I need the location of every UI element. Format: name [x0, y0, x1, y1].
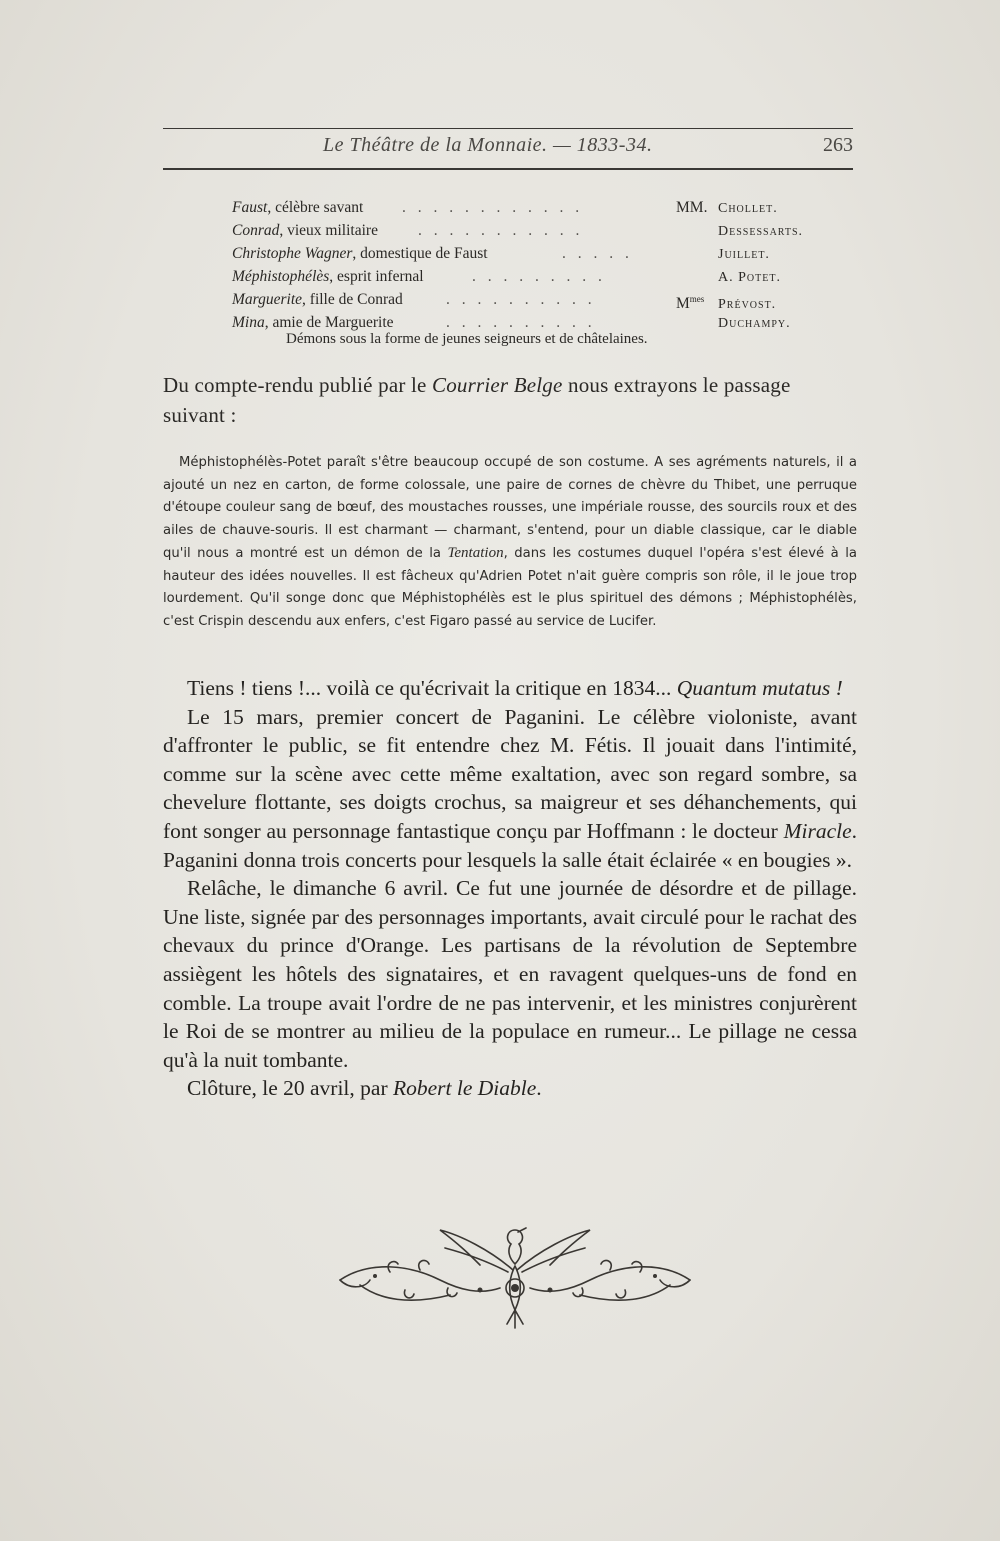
role-description: , vieux militaire — [279, 222, 378, 239]
paragraph-text-end: . — [536, 1076, 542, 1101]
intro-paragraph — [163, 370, 857, 430]
cast-row — [232, 219, 832, 242]
quote-text: Méphistophélès-Potet paraît s'être beaucoup occupé de son costume. A ses agréments naturels, il a ajouté un nez en carton, de forme colossale, une paire de cornes de chèvre du Thibet, une perruque d'étoupe couleur sang de bœuf, des moustaches rousses, une impériale rousse, des sourcils roux et des ailes de chauve-souris. Il est charmant — charmant, s'entend, pour un diable classique, car le diable qu'il nous a montré est un démon de la — [163, 455, 857, 561]
body-text — [163, 674, 857, 1103]
role-name: Méphistophélès — [232, 268, 330, 285]
newspaper-title: Courrier Belge — [432, 373, 563, 397]
leader-dots: . . . . . . . . . . — [446, 314, 596, 331]
actor-name: Dessessarts. — [718, 224, 804, 239]
paragraph-text-end: . Paganini donna trois concerts pour lesquels la salle était éclairée « en bougies ». — [163, 818, 857, 872]
intro-text: Du compte-rendu publié par le — [163, 373, 432, 397]
cast-row — [232, 196, 832, 219]
paragraph: Relâche, le dimanche 6 avril. Ce fut une journée de désordre et de pillage. Une liste, signée par des personnages importants, avait circulé pour le rachat des chevaux du prince d'Orange. Les partisans de la révolution de Septembre assiègent les hôtels des signataires, et en ravagent quelques-uns de fond en comble. La troupe avait l'ordre de ne pas intervenir, et les ministres conjurèrent le Roi de se montrer au milieu de la populace en rumeur... Le pillage ne cessa qu'à la nuit tombante. — [163, 876, 857, 1072]
role-name: Christophe Wagner — [232, 245, 353, 262]
leader-dots: . . . . . . . . . . — [446, 291, 596, 308]
role-description: , domestique de Faust — [352, 245, 488, 262]
actor-name: Chollet. — [718, 201, 778, 216]
demons-line: Démons sous la forme de jeunes seigneurs et de châtelaines. — [286, 331, 648, 347]
leader-dots: . . . . . . . . . — [472, 268, 606, 285]
page-number: 263 — [823, 134, 853, 156]
opera-title: Robert le Diable — [392, 1076, 537, 1101]
role-name: Conrad — [232, 222, 280, 239]
paragraph — [163, 674, 857, 703]
quote-text-end: , dans les costumes duquel l'opéra s'est élevé à la hauteur des idées nouvelles. Il est fâcheux qu'Adrien Potet n'ait guère compris son rôle, il le joue trop lourdement. Qu'il songe donc que Méphistophélès est le plus spirituel des démons ; Méphistophélès, c'est Crispin descendu aux enfers, c'est Figaro passé au service de Lucifer. — [163, 546, 857, 629]
quote-work-title: Tentation — [447, 545, 504, 561]
header-rule-top — [163, 128, 853, 129]
role-description: , fille de Conrad — [302, 291, 403, 308]
paragraph — [163, 703, 857, 875]
latin-phrase: Quantum mutatus ! — [676, 676, 843, 700]
role-description: , amie de Marguerite — [264, 314, 394, 331]
paragraph-text: Tiens ! tiens !... voilà ce qu'écrivait la critique en 1834... — [187, 676, 677, 700]
role-name: Mina — [232, 314, 265, 331]
role-name: Marguerite — [232, 291, 303, 308]
actor-name: Prévost. — [718, 297, 777, 313]
paragraph — [163, 1074, 857, 1103]
eagle-ornament-icon — [330, 1210, 700, 1340]
actor-prefix: MM. — [676, 199, 708, 216]
quoted-review — [163, 452, 857, 633]
cast-row — [232, 288, 832, 311]
role-description: , esprit infernal — [329, 268, 424, 285]
leader-dots: . . . . . . . . . . . — [418, 222, 584, 239]
role-description: , célèbre savant — [267, 199, 364, 216]
paragraph-text: Le 15 mars, premier concert de Paganini. Le célèbre violoniste, avant d'affronter le public, se fit entendre chez M. Fétis. Il jouait dans l'intimité, comme sur la scène avec cette même exaltation, avec son regard sombre, sa chevelure flottante, ses doigts crochus, sa maigreur et ses déhanchements, qui font songer au personnage fantastique conçu par Hoffmann : le docteur — [163, 704, 857, 843]
leader-dots: . . . . . . . . . . . . — [402, 199, 584, 216]
cast-row — [232, 265, 832, 288]
running-title: Le Théâtre de la Monnaie. — 1833-34. — [323, 134, 653, 156]
actor-name: Juillet. — [718, 247, 770, 262]
header-rule-bottom — [163, 168, 853, 170]
cast-row — [232, 242, 832, 265]
actor-name: Duchampy. — [718, 316, 791, 331]
paragraph-text: Clôture, le 20 avril, par — [187, 1076, 393, 1101]
leader-dots: . . . . . — [562, 245, 633, 262]
actor-name: A. Potet. — [718, 270, 781, 285]
cast-list — [232, 196, 832, 334]
emphasis: Miracle — [783, 818, 852, 843]
actor-prefix: $M^{mes}$ — [676, 294, 705, 313]
running-head — [163, 134, 853, 164]
intro-text-end: nous extrayons le passage suivant : — [163, 373, 791, 427]
role-name: Faust — [232, 199, 268, 216]
